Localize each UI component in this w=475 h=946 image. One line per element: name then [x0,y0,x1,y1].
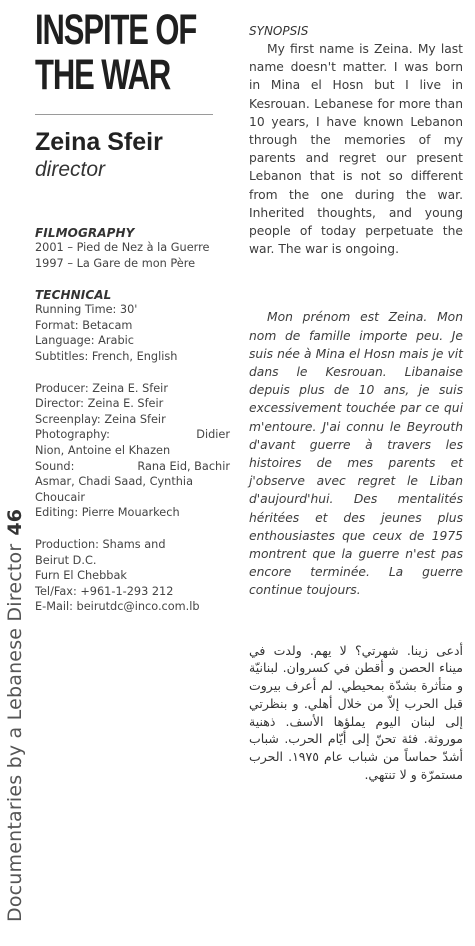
photography-rest: Nion, Antoine el Khazen [35,443,171,457]
synopsis-column [249,24,463,783]
spine-label [0,497,30,922]
production-line: Beirut D.C. [35,553,97,567]
sound-label: Sound: [35,459,75,473]
credit-director: Director: Zeina E. Sfeir [35,397,164,411]
film-title-line-1: INSPITE OF [35,6,197,54]
filmography-item: 2001 – Pied de Nez à la Guerre [35,241,210,254]
synopsis-english: My first name is Zeina. My last name doesn't matter. I was born in Mina el Hosn but I live in Kesrouan. Lebanese for more than 10 years, I have known Lebanon through the memories of my parents and regret our present Lebanon that is not so different from the one during the war. Inherited thoughts, and young people of today perpetuate the war. The war is ongoing. [249,42,463,257]
production-line: Production: Shams and [35,537,166,551]
contact-section [35,537,230,615]
synopsis-french: Mon prénom est Zeina. Mon nom de famille importe peu. Je suis née à Mina el Hosn mais je vit dans le Kesrouan. Libanaise depuis plus de 10 ans, je suis excessivement touchée par ce qui m'entoure. J'ai connu le Beyrouth d'avant guerre à travers les histoires de mes parents et j'observe avec regret le Liban d'aujourd'hui. Des mentalités héritées et des jeunes plus enthousiastes que ceux de 1975 montrent que la guerre n'est pas encore terminée. La guerre continue toujours. [249,310,463,598]
photography-first: Didier [196,428,230,442]
left-column [35,8,230,615]
credits-section [35,381,230,521]
film-title [35,8,229,98]
technical-item: Running Time: 30' [35,303,138,317]
synopsis-heading: SYNOPSIS [249,24,309,38]
technical-item: Language: Arabic [35,334,134,348]
title-divider [35,114,213,115]
page-number: 46 [4,508,26,536]
technical-section [35,288,230,364]
film-title-line-2: THE WAR [35,51,171,99]
sound-first: Rana Eid, Bachir [137,459,230,473]
sound-rest: Choucair [35,490,86,504]
director-name: Zeina Sfeir [35,128,163,156]
technical-heading: TECHNICAL [35,288,112,303]
technical-item: Format: Betacam [35,318,133,332]
page-spine [0,497,30,922]
credit-screenplay: Screenplay: Zeina Sfeir [35,412,166,426]
filmography-section [35,226,230,271]
credit-sound [35,459,230,475]
director-role: director [35,158,106,181]
address-line: Furn El Chebbak [35,569,127,583]
tel-fax: Tel/Fax: +961-1-293 212 [35,584,174,598]
filmography-item: 1997 – La Gare de mon Père [35,256,196,270]
email-address: E-Mail: beirutdc@inco.com.lb [35,600,200,614]
credit-editing: Editing: Pierre Mouarkech [35,506,180,520]
spine-title: Documentaries by a Lebanese Director [4,543,26,922]
synopsis-arabic: أدعى زينا. شهرتي؟ لا يهم. ولدت في ميناء الحصن و أقطن في كسروان. لبنانيّة و متأثرة بشدّة بمحيطي. لم أعرف بيروت قبل الحرب إلاّ من خلال أهلي. و بنظرتي إلى لبنان اليوم يملؤها الأسف. ذهنية موروثة. فئة تحنّ إلى أيّام الحرب. شباب أشدّ حماساً من شباب عام ١٩٧٥. الحرب مستمرّة و لا تنتهي. [249,642,463,782]
sound-rest: Asmar, Chadi Saad, Cynthia [35,475,193,489]
photography-label: Photography: [35,428,110,442]
filmography-heading: FILMOGRAPHY [35,226,135,240]
technical-item: Subtitles: French, English [35,349,178,363]
credit-photography [35,427,230,443]
credit-producer: Producer: Zeina E. Sfeir [35,381,168,395]
